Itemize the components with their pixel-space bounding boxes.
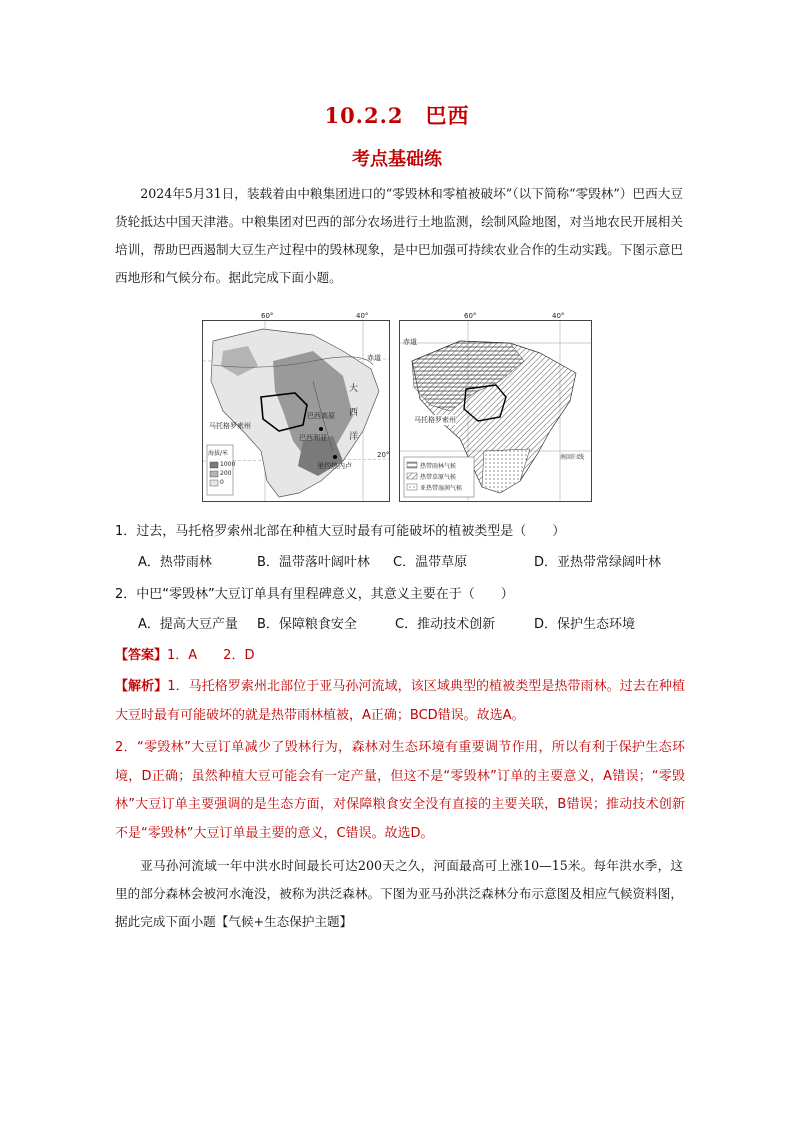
analysis-label: 【解析】 [115,679,168,694]
map1-legend-1000: 1000 [220,461,236,468]
map2-legend-savanna: 热带草原气候 [420,474,457,481]
question-1: 1．过去，马托格罗索州北部在种植大豆时最有可能破坏的植被类型是（ ） [115,524,566,539]
analysis-part-2: 2．“零毁林”大豆订单减少了毁林行为，森林对生态环境有重要调节作用，所以有利于保护生态环境，D正确；虽然种植大豆可能会有一定产量，但这不是“零毁林”订单的主要意义，A错误；“零毁林”大豆订单主要强调的是生态方面，对保障粮食安全没有直接的主要关联，B错误；推动技术创新不是“零毁林”大豆订单最主要的意义，C错误。故选D。 [115,740,685,841]
brazil-maps-figure [202,312,592,500]
map1-legend-title: 海拔/米 [208,450,229,457]
map1-lon-40: 40° [356,312,369,320]
map1-lon-60: 60° [261,312,274,320]
page-title: 10.2.2 巴西 [324,103,470,128]
intro-paragraph: 2024年5月31日，装载着由中粮集团进口的“零毁林和零植被破坏”（以下简称“零毁林”）巴西大豆货轮抵达中国天津港。中粮集团对巴西的部分农场进行土地监测，绘制风险地图，对当地农民开展相关培训，帮助巴西遏制大豆生产过程中的毁林现象，是中巴加强可持续农业合作的生动实践。下图示意巴西地形和气候分布。据此完成下面小题。 [115,186,683,285]
climate-map [399,312,592,502]
q1-option-c[interactable]: C．温带草原 [393,555,468,570]
q1-option-b[interactable]: B．温带落叶阔叶林 [257,555,370,570]
map1-label-brasilia: 巴西利亚 [299,434,327,442]
map2-lat-equator: 赤道 [403,338,417,346]
next-intro-paragraph: 亚马孙河流域一年中洪水时间最长可达200天之久，河面最高可上涨10—15米。每年洪水季，这里的部分森林会被河水淹没，被称为洪泛森林。下图为亚马孙洪泛森林分布示意图及相应气候资料图，据此完成下面小题【气候+生态保护主题】 [115,858,683,929]
q2-option-d[interactable]: D．保护生态环境 [534,617,636,632]
terrain-map [202,312,390,502]
map2-lat-tropic: 南回归线 [560,454,585,461]
map1-legend-200: 200 [220,470,232,477]
answer-line [115,644,254,663]
map1-lat-20: 20° [377,451,390,459]
map2-label-mato-grosso: 马托格罗索州 [414,416,456,424]
map1-ocean-char-1: 大 [349,384,359,394]
section-subtitle: 考点基础练 [352,149,442,170]
map1-label-mato-grosso: 马托格罗索州 [209,422,251,430]
map1-ocean-char-3: 洋 [349,432,359,442]
q1-option-d[interactable]: D．亚热带常绿阔叶林 [534,555,662,570]
map2-lon-40: 40° [552,312,565,320]
answer-text: 1．A 2．D [167,648,255,663]
map1-label-plateau: 巴西高原 [307,412,335,420]
q2-option-c[interactable]: C．推动技术创新 [395,617,496,632]
question-2: 2．中巴“零毁林”大豆订单具有里程碑意义，其意义主要在于（ ） [115,587,514,602]
analysis-part-1 [115,673,685,730]
analysis-text-1: 1．马托格罗索州北部位于亚马孙河流域，该区域典型的植被类型是热带雨林。过去在种植大豆时最有可能破坏的就是热带雨林植被，A正确；BCD错误。故选A。 [115,679,685,723]
map1-label-rio: 里约热内卢 [317,462,352,470]
q1-option-a[interactable]: A．热带雨林 [138,555,212,570]
answer-label: 【答案】 [115,648,168,663]
q2-option-a[interactable]: A．提高大豆产量 [138,617,238,632]
map1-lat-equator: 赤道 [367,354,381,362]
map2-legend-rainforest: 热带雨林气候 [420,463,457,470]
map1-ocean-char-2: 西 [349,408,359,418]
map1-legend-0: 0 [220,479,224,486]
map2-legend-subtropical: 亚热带湿润气候 [420,485,463,492]
map2-lon-60: 60° [464,312,477,320]
q2-option-b[interactable]: B．保障粮食安全 [257,617,357,632]
